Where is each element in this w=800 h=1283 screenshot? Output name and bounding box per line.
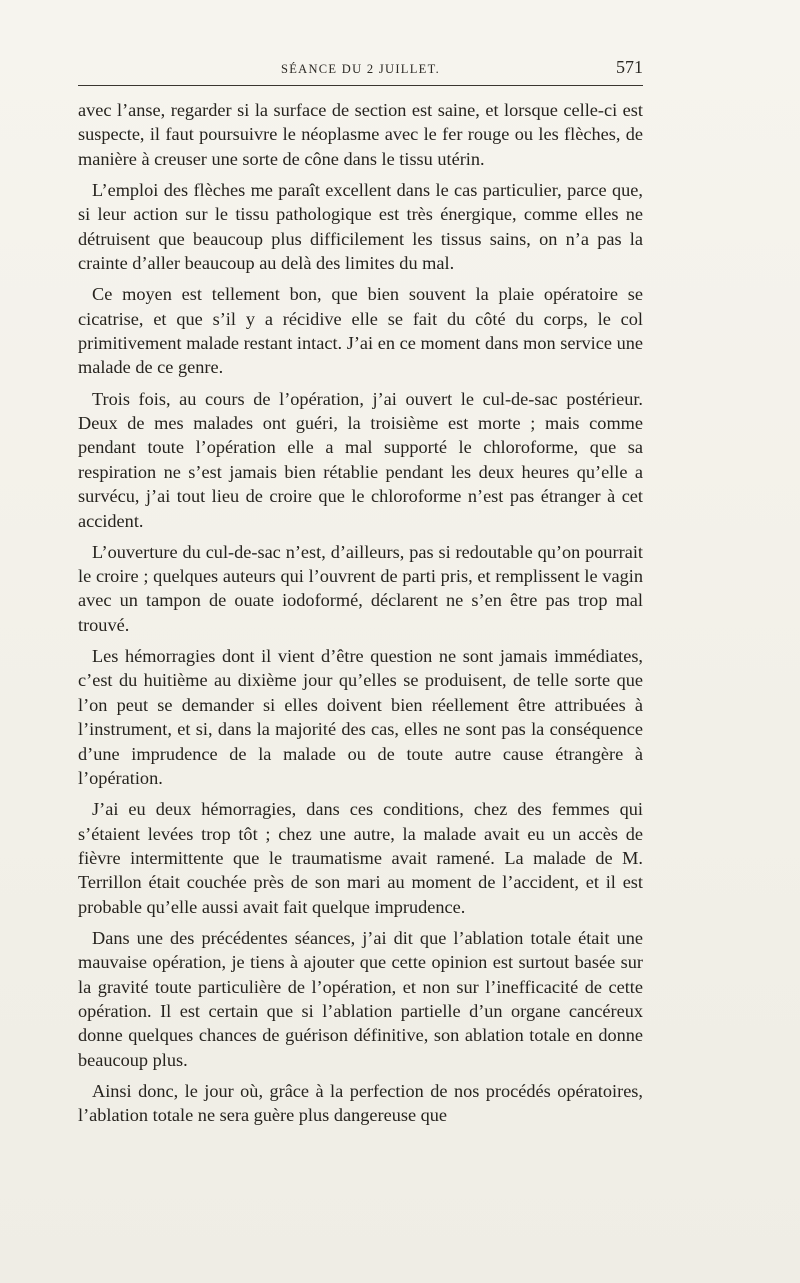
body-text [78, 98, 643, 1128]
paragraph-1: avec l’anse, regarder si la surface de section est saine, et lorsque celle-ci est suspecte, il faut poursuivre le néoplasme avec le fer rouge ou les flèches, de manière à creuser une sorte de cône dans le tissu utérin. [78, 100, 643, 169]
header-rule [78, 85, 643, 86]
page-header [78, 56, 643, 82]
paragraph-4: Trois fois, au cours de l’opération, j’ai ouvert le cul-de-sac postérieur. Deux de mes malades ont guéri, la troisième est morte ; mais comme pendant toute l’opération elle a mal supporté le chloroforme, que sa respiration ne s’est jamais bien rétablie pendant les deux heures qu’elle a survécu, j’ai tout lieu de croire que le chloroforme n’est pas étranger à cet accident. [78, 388, 643, 531]
paragraph-7: J’ai eu deux hémorragies, dans ces conditions, chez des femmes qui s’étaient levées trop tôt ; chez une autre, la malade avait eu un accès de fièvre intermittente que le traumatisme avait ramené. La malade de M. Terrillon était couchée près de son mari au moment de l’accident, et il est probable qu’elle aussi avait fait quelque imprudence. [78, 799, 643, 917]
paragraph-2: L’emploi des flèches me paraît excellent dans le cas particulier, parce que, si leur action sur le tissu pathologique est très énergique, comme elles ne détruisent que beaucoup plus difficilement les tissus sains, on n’a pas la crainte d’aller beaucoup au delà des limites du mal. [78, 179, 643, 274]
paragraph-5: L’ouverture du cul-de-sac n’est, d’ailleurs, pas si redoutable qu’on pourrait le croire ; quelques auteurs qui l’ouvrent de parti pris, et remplissent le vagin avec un tampon de ouate iodoformé, déclarent ne s’en être pas trop mal trouvé. [78, 541, 643, 635]
paragraph-3: Ce moyen est tellement bon, que bien souvent la plaie opératoire se cicatrise, et que s’il y a récidive elle se fait du côté du corps, le col primitivement malade restant intact. J’ai en ce moment dans mon service une malade de ce genre. [78, 284, 643, 378]
paragraph-8: Dans une des précédentes séances, j’ai dit que l’ablation totale était une mauvaise opération, je tiens à ajouter que cette opinion est surtout basée sur la gravité toute particulière de l’opération, et non sur l’inefficacité de cette opération. Il est certain que si l’ablation partielle d’un organe cancéreux donne quelques chances de guérison définitive, son ablation totale en donne beaucoup plus. [78, 927, 643, 1070]
page-number: 571 [616, 57, 643, 77]
paragraph-6: Les hémorragies dont il vient d’être question ne sont jamais immédiates, c’est du huitième au dixième jour qu’elles se produisent, de telle sorte que l’on peut se demander si elles doivent bien réellement être attribuées à l’instrument, et si, dans la majorité des cas, elles ne sont pas la conséquence d’une imprudence de la malade ou de toute autre cause étrangère à l’opération. [78, 645, 643, 788]
paragraph-9: Ainsi donc, le jour où, grâce à la perfection de nos procédés opératoires, l’ablation totale ne sera guère plus dangereuse que [78, 1080, 643, 1126]
running-title: SÉANCE DU 2 JUILLET. [280, 62, 441, 76]
